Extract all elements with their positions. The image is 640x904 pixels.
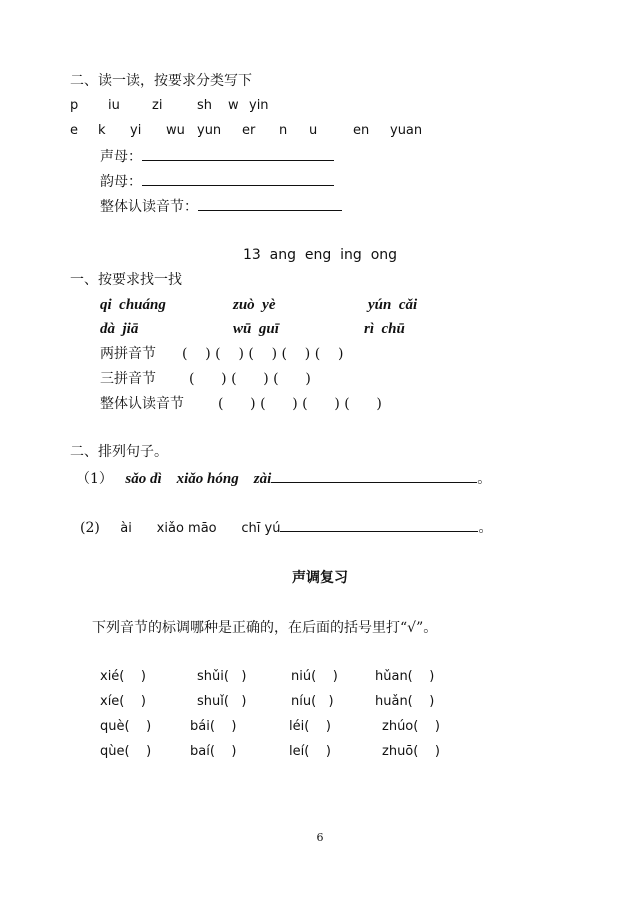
category-label: 两拼音节 bbox=[100, 346, 156, 362]
section-tone-title: 声调复习 bbox=[292, 570, 348, 586]
tone-choice[interactable]: bái( ) bbox=[190, 719, 237, 734]
syllable: yuan bbox=[390, 123, 423, 138]
syllable: sh bbox=[197, 98, 213, 113]
tone-choice[interactable]: baí( ) bbox=[190, 744, 237, 759]
tone-choice[interactable]: hǔan( ) bbox=[375, 669, 435, 684]
tone-choice[interactable]: què( ) bbox=[100, 719, 152, 734]
page-number: 6 bbox=[316, 831, 324, 844]
tone-choice[interactable]: zhuō( ) bbox=[382, 744, 440, 759]
section-find-title: 一、按要求找一找 bbox=[70, 272, 182, 288]
tone-choice[interactable]: shuǐ( ) bbox=[197, 694, 247, 709]
pinyin-word: rì chū bbox=[364, 321, 405, 337]
sentence-item-1[interactable] bbox=[76, 470, 491, 488]
shengmu-label: 声母： bbox=[100, 149, 142, 165]
sentence-answer-line[interactable] bbox=[271, 470, 477, 483]
syllable: en bbox=[353, 123, 370, 138]
syllable: zi bbox=[152, 98, 163, 113]
sentence-pinyin: ài xiǎo māo chī yú bbox=[120, 521, 281, 536]
syllable: iu bbox=[108, 98, 120, 113]
tone-choice[interactable]: zhúo( ) bbox=[382, 719, 440, 734]
yunmu-field[interactable] bbox=[100, 173, 334, 191]
item-number: （1） bbox=[76, 471, 113, 487]
syllable: er bbox=[242, 123, 256, 138]
syllable: yun bbox=[197, 123, 222, 138]
syllable: u bbox=[309, 123, 318, 138]
syllable: yi bbox=[130, 123, 142, 138]
zhengti-field[interactable] bbox=[100, 198, 342, 216]
pinyin-word: wū guī bbox=[233, 321, 279, 337]
sentence-pinyin: sǎo dì xiǎo hóng zài bbox=[125, 471, 272, 487]
shengmu-field[interactable] bbox=[100, 148, 334, 166]
answer-brackets[interactable]: ( ) ( ) ( ) bbox=[189, 371, 311, 387]
zhengti-answer-line[interactable] bbox=[198, 198, 342, 211]
syllable: k bbox=[98, 123, 106, 138]
sentence-answer-line[interactable] bbox=[280, 519, 478, 532]
pinyin-word: qi chuáng bbox=[100, 297, 166, 313]
tone-choice[interactable]: léi( ) bbox=[289, 719, 331, 734]
pinyin-word: yún cǎi bbox=[368, 297, 418, 313]
tone-instruction: 下列音节的标调哪种是正确的，在后面的括号里打“√”。 bbox=[92, 620, 438, 636]
section-read-title: 二、读一读，按要求分类写下 bbox=[70, 73, 252, 89]
category-label: 三拼音节 bbox=[100, 371, 156, 387]
syllable: n bbox=[279, 123, 288, 138]
category-label: 整体认读音节 bbox=[100, 396, 184, 412]
syllable: wu bbox=[166, 123, 185, 138]
tone-choice[interactable]: níu( ) bbox=[291, 694, 334, 709]
tone-choice[interactable]: xié( ) bbox=[100, 669, 146, 684]
sentence-item-2[interactable] bbox=[80, 519, 492, 538]
item-number: (2) bbox=[80, 520, 100, 536]
answer-brackets[interactable]: ( ) ( ) ( ) ( ) ( ) bbox=[182, 346, 344, 362]
pinyin-word: dà jiā bbox=[100, 321, 139, 337]
syllable: w bbox=[228, 98, 239, 113]
tone-choice[interactable]: huǎn( ) bbox=[375, 694, 435, 709]
section-sentence-title: 二、排列句子。 bbox=[70, 444, 168, 460]
shengmu-answer-line[interactable] bbox=[142, 148, 334, 161]
zhengti-label: 整体认读音节： bbox=[100, 199, 198, 215]
yunmu-label: 韵母： bbox=[100, 174, 142, 190]
tone-choice[interactable]: shǔi( ) bbox=[197, 669, 247, 684]
sentence-end-mark: 。 bbox=[478, 520, 493, 536]
syllable: yin bbox=[249, 98, 269, 113]
tone-choice[interactable]: leí( ) bbox=[289, 744, 331, 759]
answer-brackets[interactable]: ( ) ( ) ( ) ( ) bbox=[218, 396, 382, 412]
sentence-end-mark: 。 bbox=[477, 471, 492, 487]
syllable: e bbox=[70, 123, 78, 138]
yunmu-answer-line[interactable] bbox=[142, 173, 334, 186]
tone-choice[interactable]: niú( ) bbox=[291, 669, 338, 684]
tone-choice[interactable]: xíe( ) bbox=[100, 694, 146, 709]
syllable: p bbox=[70, 98, 79, 113]
tone-choice[interactable]: qùe( ) bbox=[100, 744, 152, 759]
pinyin-word: zuò yè bbox=[233, 297, 276, 313]
lesson-title: 13 ang eng ing ong bbox=[242, 247, 398, 263]
